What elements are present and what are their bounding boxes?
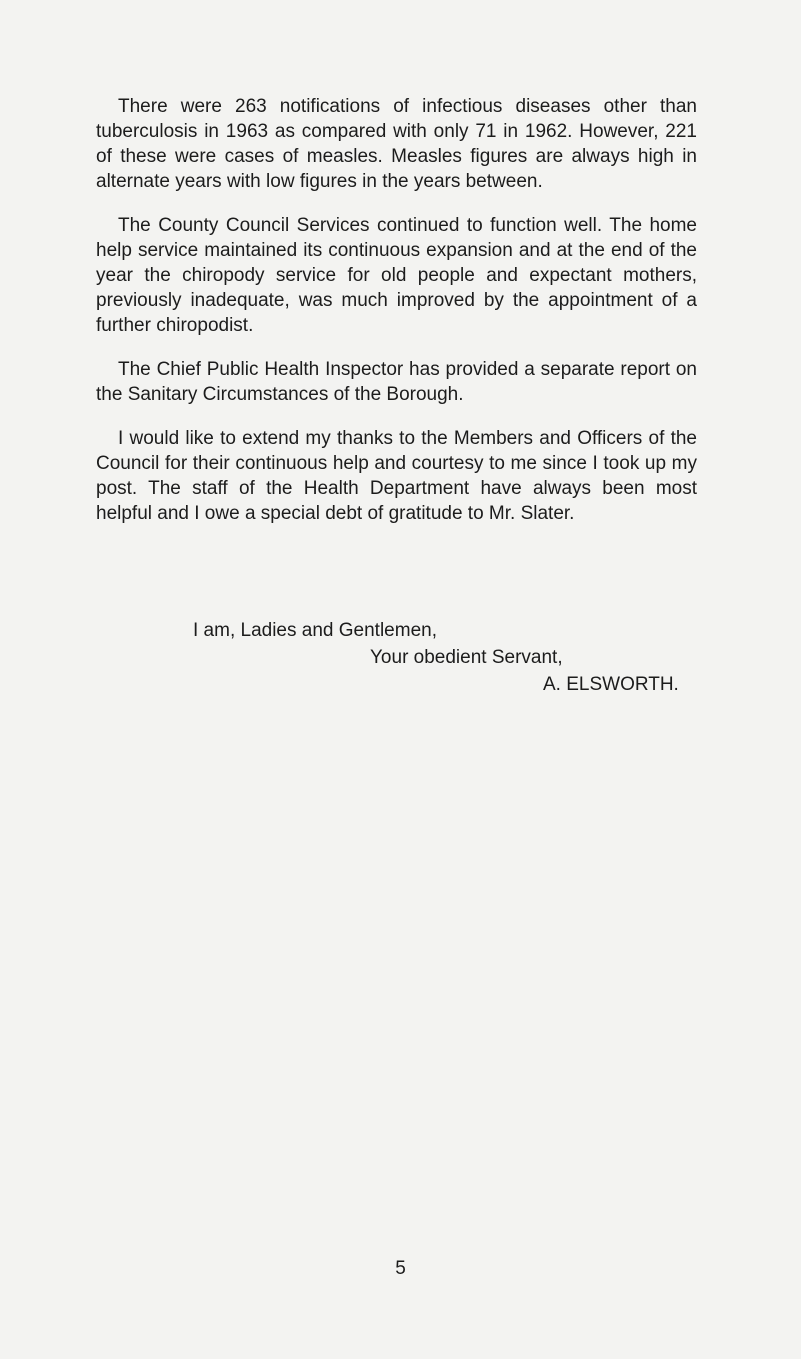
- signature-name: A. ELSWORTH.: [543, 674, 679, 695]
- paragraph-sanitary-report: The Chief Public Health Inspector has provided a separate report on the Sanitary Circumstances of the Borough.: [96, 359, 697, 405]
- page-number: 5: [395, 1258, 406, 1279]
- body-text: [96, 94, 697, 545]
- paragraph-county-services: The County Council Services continued to function well. The home help service maintained its continuous expansion and at the end of the year the chiropody service for old people and expectant mothers, previously inadequate, was much improved by the appointment of a further chiropodist.: [96, 215, 697, 336]
- closing-salutation: I am, Ladies and Gentlemen,: [193, 620, 437, 641]
- paragraph-infectious-diseases: There were 263 notifications of infectious diseases other than tuberculosis in 1963 as compared with only 71 in 1962. However, 221 of these were cases of measles. Measles figures are always high in alternate years with low figures in the years between.: [96, 96, 697, 192]
- paragraph-thanks: I would like to extend my thanks to the Members and Officers of the Council for their continuous help and courtesy to me since I took up my post. The staff of the Health Department have always been most helpful and I owe a special debt of gratitude to Mr. Slater.: [96, 428, 697, 524]
- closing-valediction: Your obedient Servant,: [370, 647, 563, 668]
